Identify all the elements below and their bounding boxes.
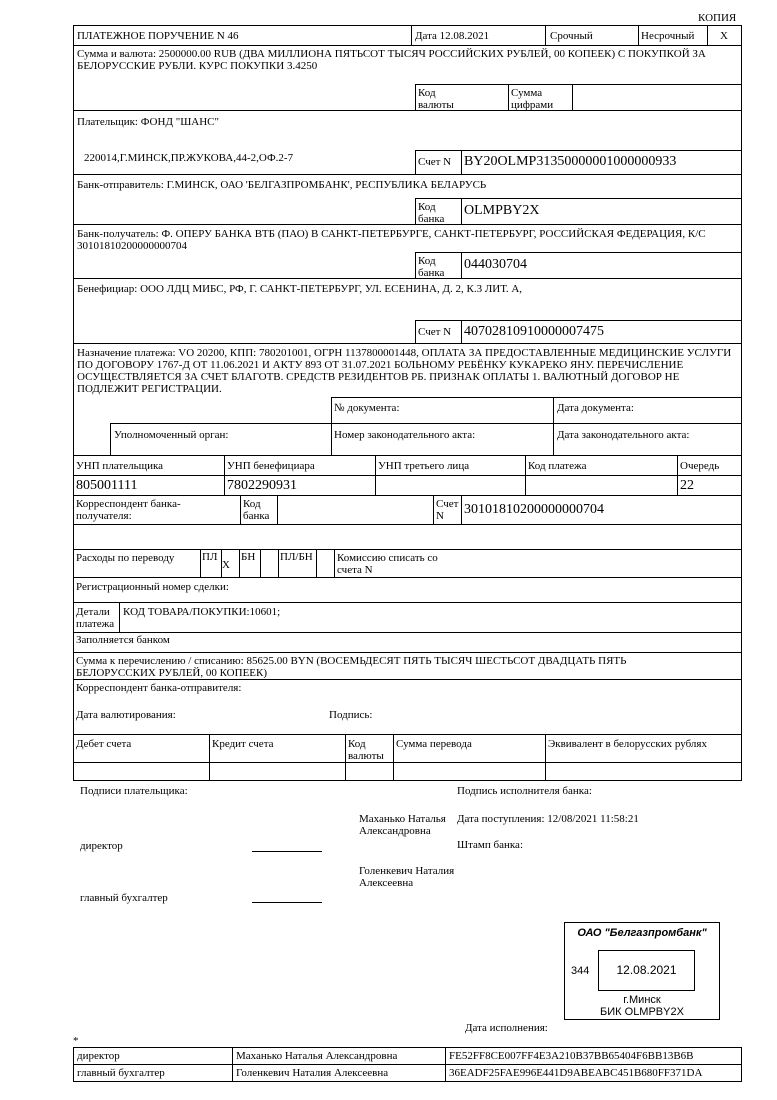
director-name: Маханько Наталья Александровна [359,813,446,837]
beneficiary-label: Бенефициар: ООО ЛДЦ МИБС, РФ, Г. САНКТ-ПЕТЕРБУРГ, УЛ. ЕСЕНИНА, Д. 2, К.3 ЛИТ. А, [77,283,523,295]
transfer-sum: Сумма к перечислению / списанию: 85625.00 BYN (ВОСЕМЬДЕСЯТ ПЯТЬ ТЫСЯЧ ШЕСТЬСОТ ДВАДЦАТЬ ПЯТЬ БЕЛОРУССКИХ РУБЛЕЙ, 00 КОПЕЕК) [76,655,627,679]
sender-correspondent-label: Корреспондент банка-отправителя: [76,682,242,694]
accountant-signature-line [252,902,322,903]
value-date-label: Дата валютирования: [76,709,176,721]
footer-name: Маханько Наталья Александровна [236,1050,398,1062]
urgent-label: Срочный [550,30,593,42]
correspondent-account: 30101810200000000704 [464,502,604,517]
reg-number-label: Регистрационный номер сделки: [76,581,229,593]
transfer-sum-header: Сумма перевода [396,738,472,750]
payer-address: 220014,Г.МИНСК,ПР.ЖУКОВА,44-2,ОФ.2-7 [84,152,294,164]
nonurgent-label: Несрочный [641,30,695,42]
amount-text: Сумма и валюта: 2500000.00 RUB (ДВА МИЛЛИОНА ПЯТЬСОТ ТЫСЯЧ РОССИЙСКИХ РУБЛЕЙ, 00 КОПЕЕК) С ПОКУПКОЙ ЗА БЕЛОРУССКИЕ РУБЛИ. КУРС ПОКУПКИ 3.4250 [77,48,706,72]
byr-equivalent-header: Эквивалент в белорусских рублях [548,738,707,750]
stamp-city: г.Минск [623,994,661,1006]
correspondent-account-label: Счет N [436,498,459,522]
accountant-name: Голенкевич Наталия Алексеевна [359,865,455,889]
expenses-label: Расходы по переводу [76,552,175,564]
nonurgent-mark: X [720,30,728,42]
bank-fill-label: Заполняется банком [76,634,170,646]
form-date: Дата 12.08.2021 [415,30,490,42]
payer-label: Плательщик: ФОНД "ШАНС" [77,116,220,128]
footer-role: главный бухгалтер [77,1067,165,1079]
payment-code-label: Код платежа [528,460,587,472]
bank-signature-label: Подпись исполнителя банка: [457,785,592,797]
receiver-bank-label: Банк-получатель: Ф. ОПЕРУ БАНКА ВТБ (ПАО) В САНКТ-ПЕТЕРБУРГЕ, САНКТ-ПЕТЕРБУРГ, РОССИЙСКАЯ ФЕДЕРАЦИЯ, К/С 30101810200000000704 [77,228,706,252]
stamp-date: 12.08.2021 [616,963,677,977]
beneficiary-account: 40702810910000007475 [464,324,604,339]
director-label: директор [80,840,123,852]
law-number-label: Номер законодательного акта: [334,429,476,441]
receiver-bank-code: 044030704 [464,257,527,272]
queue-value: 22 [680,478,694,493]
debit-header: Дебет счета [76,738,132,750]
footer-role: директор [77,1050,120,1062]
payer-signatures-label: Подписи плательщика: [80,785,188,797]
copy-label: КОПИЯ [698,12,737,24]
receiver-bank-code-label: Код банка [418,255,445,279]
payer-account-label: Счет N [418,156,452,168]
execution-date-label: Дата исполнения: [465,1022,548,1034]
unp-payer-label: УНП плательщика [76,460,164,472]
footer-hash: 36EADF25FAE996E441D9ABEABC451B680FF371DA [449,1067,703,1079]
sender-bank-code-label: Код банка [418,201,445,225]
form-title: ПЛАТЕЖНОЕ ПОРУЧЕНИЕ N 46 [77,30,239,42]
stamp-number: 344 [571,965,590,977]
expense-pl-mark: X [222,559,230,571]
credit-header: Кредит счета [212,738,274,750]
unp-beneficiary-value: 7802290931 [227,478,297,493]
expense-plbn: ПЛ/БН [280,551,313,563]
signature-label: Подпись: [329,709,373,721]
correspondent-label: Корреспондент банка-получателя: [76,498,181,522]
details-label: Детали платежа [76,606,115,630]
sum-digits-label: Сумма цифрами [511,87,554,111]
currency-code-header: Код валюты [348,738,384,762]
doc-date-label: Дата документа: [557,402,634,414]
expense-pl: ПЛ [202,551,218,563]
unp-payer-value: 805001111 [76,478,138,493]
footer-name: Голенкевич Наталия Алексеевна [236,1067,389,1079]
details-value: КОД ТОВАРА/ПОКУПКИ:10601; [123,606,281,618]
asterisk: * [73,1035,79,1047]
footer-hash: FE52FF8CE007FF4E3A210B37BB65404F6BB13B6B [449,1050,694,1062]
beneficiary-account-label: Счет N [418,326,452,338]
sender-bank-code: OLMPBY2X [464,203,540,218]
payer-account: BY20OLMP31350000001000000933 [464,154,677,169]
commission-label: Комиссию списать со счета N [337,552,438,576]
accountant-label: главный бухгалтер [80,892,168,904]
purpose-text: Назначение платежа: VO 20200, КПП: 780201001, ОГРН 1137800001448, ОПЛАТА ЗА ПРЕДОСТАВЛЕННЫЕ МЕДИЦИНСКИЕ УСЛУГИ ПО ДОГОВОРУ 1767-Д ОТ 11.06.2021 И АКТУ 893 ОТ 31.07.2021 БОЛЬНОМУ РЕБЁНКУ КУКАРЕКО ЯНУ. ПЕРЕЧИСЛЕНИЕ ОСУЩЕСТВЛЯЕТСЯ ЗА СЧЕТ БЛАГОТВ. СРЕДСТВ РЕЗИДЕНТОВ РБ. ПРИЗНАК ОПЛАТЫ 1. ВАЛЮТНЫЙ ДОГОВОР НЕ ПОДЛЕЖИТ РЕГИСТРАЦИИ. [77,347,732,395]
stamp-bic: БИК OLMPBY2X [600,1006,684,1018]
unp-third-label: УНП третьего лица [378,460,470,472]
doc-number-label: № документа: [334,402,400,414]
expense-bn: БН [241,551,256,563]
stamp-bank-name: ОАО "Белгазпромбанк" [577,927,707,939]
unp-beneficiary-label: УНП бенефициара [227,460,315,472]
law-date-label: Дата законодательного акта: [557,429,690,441]
currency-code-label: Код валюты [418,87,454,111]
received-date: Дата поступления: 12/08/2021 11:58:21 [457,813,639,825]
director-signature-line [252,851,322,852]
authority-label: Уполномоченный орган: [114,429,229,441]
sender-bank-label: Банк-отправитель: Г.МИНСК, ОАО 'БЕЛГАЗПРОМБАНК', РЕСПУБЛИКА БЕЛАРУСЬ [77,179,487,191]
stamp-label: Штамп банка: [457,839,523,851]
correspondent-code-label: Код банка [243,498,270,522]
queue-label: Очередь [680,460,720,472]
